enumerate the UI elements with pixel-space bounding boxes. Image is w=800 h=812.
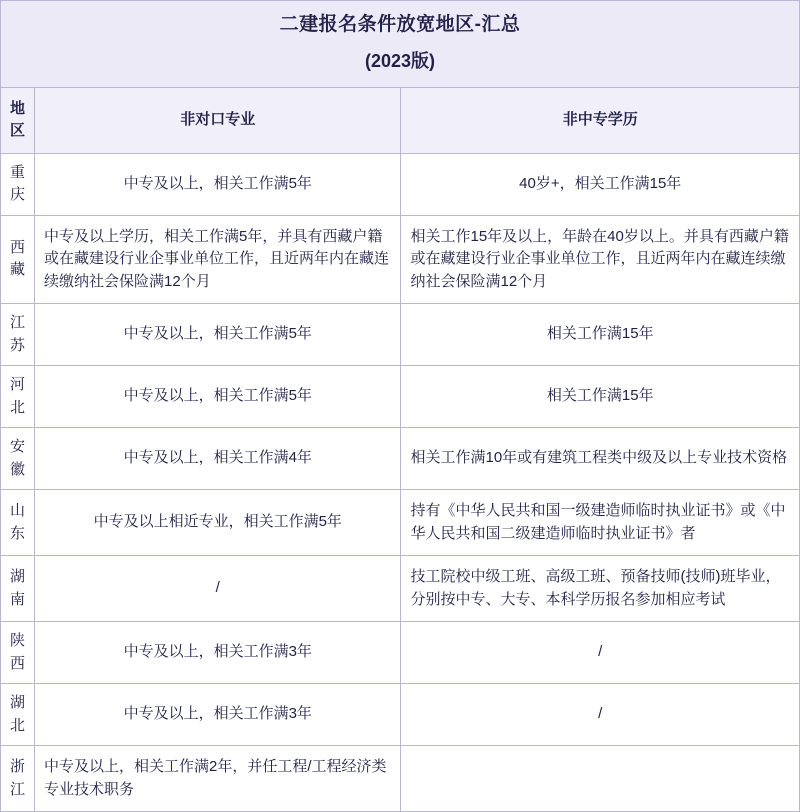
region-name: 江苏 bbox=[1, 304, 35, 366]
cell-non-matching-major: 中专及以上，相关工作满5年 bbox=[35, 366, 401, 428]
region-name: 浙江 bbox=[1, 746, 35, 812]
table-row bbox=[1, 490, 800, 556]
cell-non-secondary-degree: 技工院校中级工班、高级工班、预备技师(技师)班毕业，分别按中专、大专、本科学历报名参加相应考试 bbox=[401, 556, 800, 622]
region-name: 山东 bbox=[1, 490, 35, 556]
region-name: 重庆 bbox=[1, 153, 35, 215]
header-col2: 非中专学历 bbox=[401, 87, 800, 153]
cell-non-matching-major: 中专及以上，相关工作满2年，并任工程/工程经济类专业技术职务 bbox=[35, 746, 401, 812]
cell-non-secondary-degree: 相关工作满15年 bbox=[401, 366, 800, 428]
table-row bbox=[1, 684, 800, 746]
header-region: 地区 bbox=[1, 87, 35, 153]
cell-non-matching-major: 中专及以上，相关工作满5年 bbox=[35, 153, 401, 215]
cell-non-secondary-degree: 相关工作满15年 bbox=[401, 304, 800, 366]
cell-non-matching-major: 中专及以上，相关工作满3年 bbox=[35, 622, 401, 684]
cell-non-matching-major: 中专及以上学历，相关工作满5年，并具有西藏户籍或在藏建设行业企事业单位工作，且近两年内在藏连续缴纳社会保险满12个月 bbox=[35, 215, 401, 304]
cell-non-matching-major: 中专及以上，相关工作满3年 bbox=[35, 684, 401, 746]
document-title bbox=[1, 1, 800, 88]
cell-non-secondary-degree bbox=[401, 746, 800, 812]
region-name: 湖北 bbox=[1, 684, 35, 746]
cell-non-matching-major: / bbox=[35, 556, 401, 622]
cell-non-secondary-degree: 相关工作满10年或有建筑工程类中级及以上专业技术资格 bbox=[401, 428, 800, 490]
table-row bbox=[1, 215, 800, 304]
table-title-row bbox=[1, 1, 800, 88]
table-row bbox=[1, 622, 800, 684]
title-main-text: 二建报名条件放宽地区-汇总 bbox=[279, 14, 521, 35]
table-row bbox=[1, 746, 800, 812]
region-name: 湖南 bbox=[1, 556, 35, 622]
cell-non-matching-major: 中专及以上相近专业，相关工作满5年 bbox=[35, 490, 401, 556]
cell-non-matching-major: 中专及以上，相关工作满4年 bbox=[35, 428, 401, 490]
region-name: 安徽 bbox=[1, 428, 35, 490]
region-name: 陕西 bbox=[1, 622, 35, 684]
cell-non-secondary-degree: 40岁+，相关工作满15年 bbox=[401, 153, 800, 215]
table-row bbox=[1, 153, 800, 215]
table-header-row bbox=[1, 87, 800, 153]
header-col1: 非对口专业 bbox=[35, 87, 401, 153]
cell-non-matching-major: 中专及以上，相关工作满5年 bbox=[35, 304, 401, 366]
cell-non-secondary-degree: 相关工作15年及以上，年龄在40岁以上。并具有西藏户籍或在藏建设行业企事业单位工作，且近两年内在藏连续缴纳社会保险满12个月 bbox=[401, 215, 800, 304]
cell-non-secondary-degree: / bbox=[401, 684, 800, 746]
cell-non-secondary-degree: 持有《中华人民共和国一级建造师临时执业证书》或《中华人民共和国二级建造师临时执业证书》者 bbox=[401, 490, 800, 556]
table-row bbox=[1, 304, 800, 366]
table-row bbox=[1, 428, 800, 490]
table-row bbox=[1, 366, 800, 428]
title-sub-text: (2023版) bbox=[364, 50, 436, 71]
table-row bbox=[1, 556, 800, 622]
cell-non-secondary-degree: / bbox=[401, 622, 800, 684]
region-name: 河北 bbox=[1, 366, 35, 428]
region-name: 西藏 bbox=[1, 215, 35, 304]
